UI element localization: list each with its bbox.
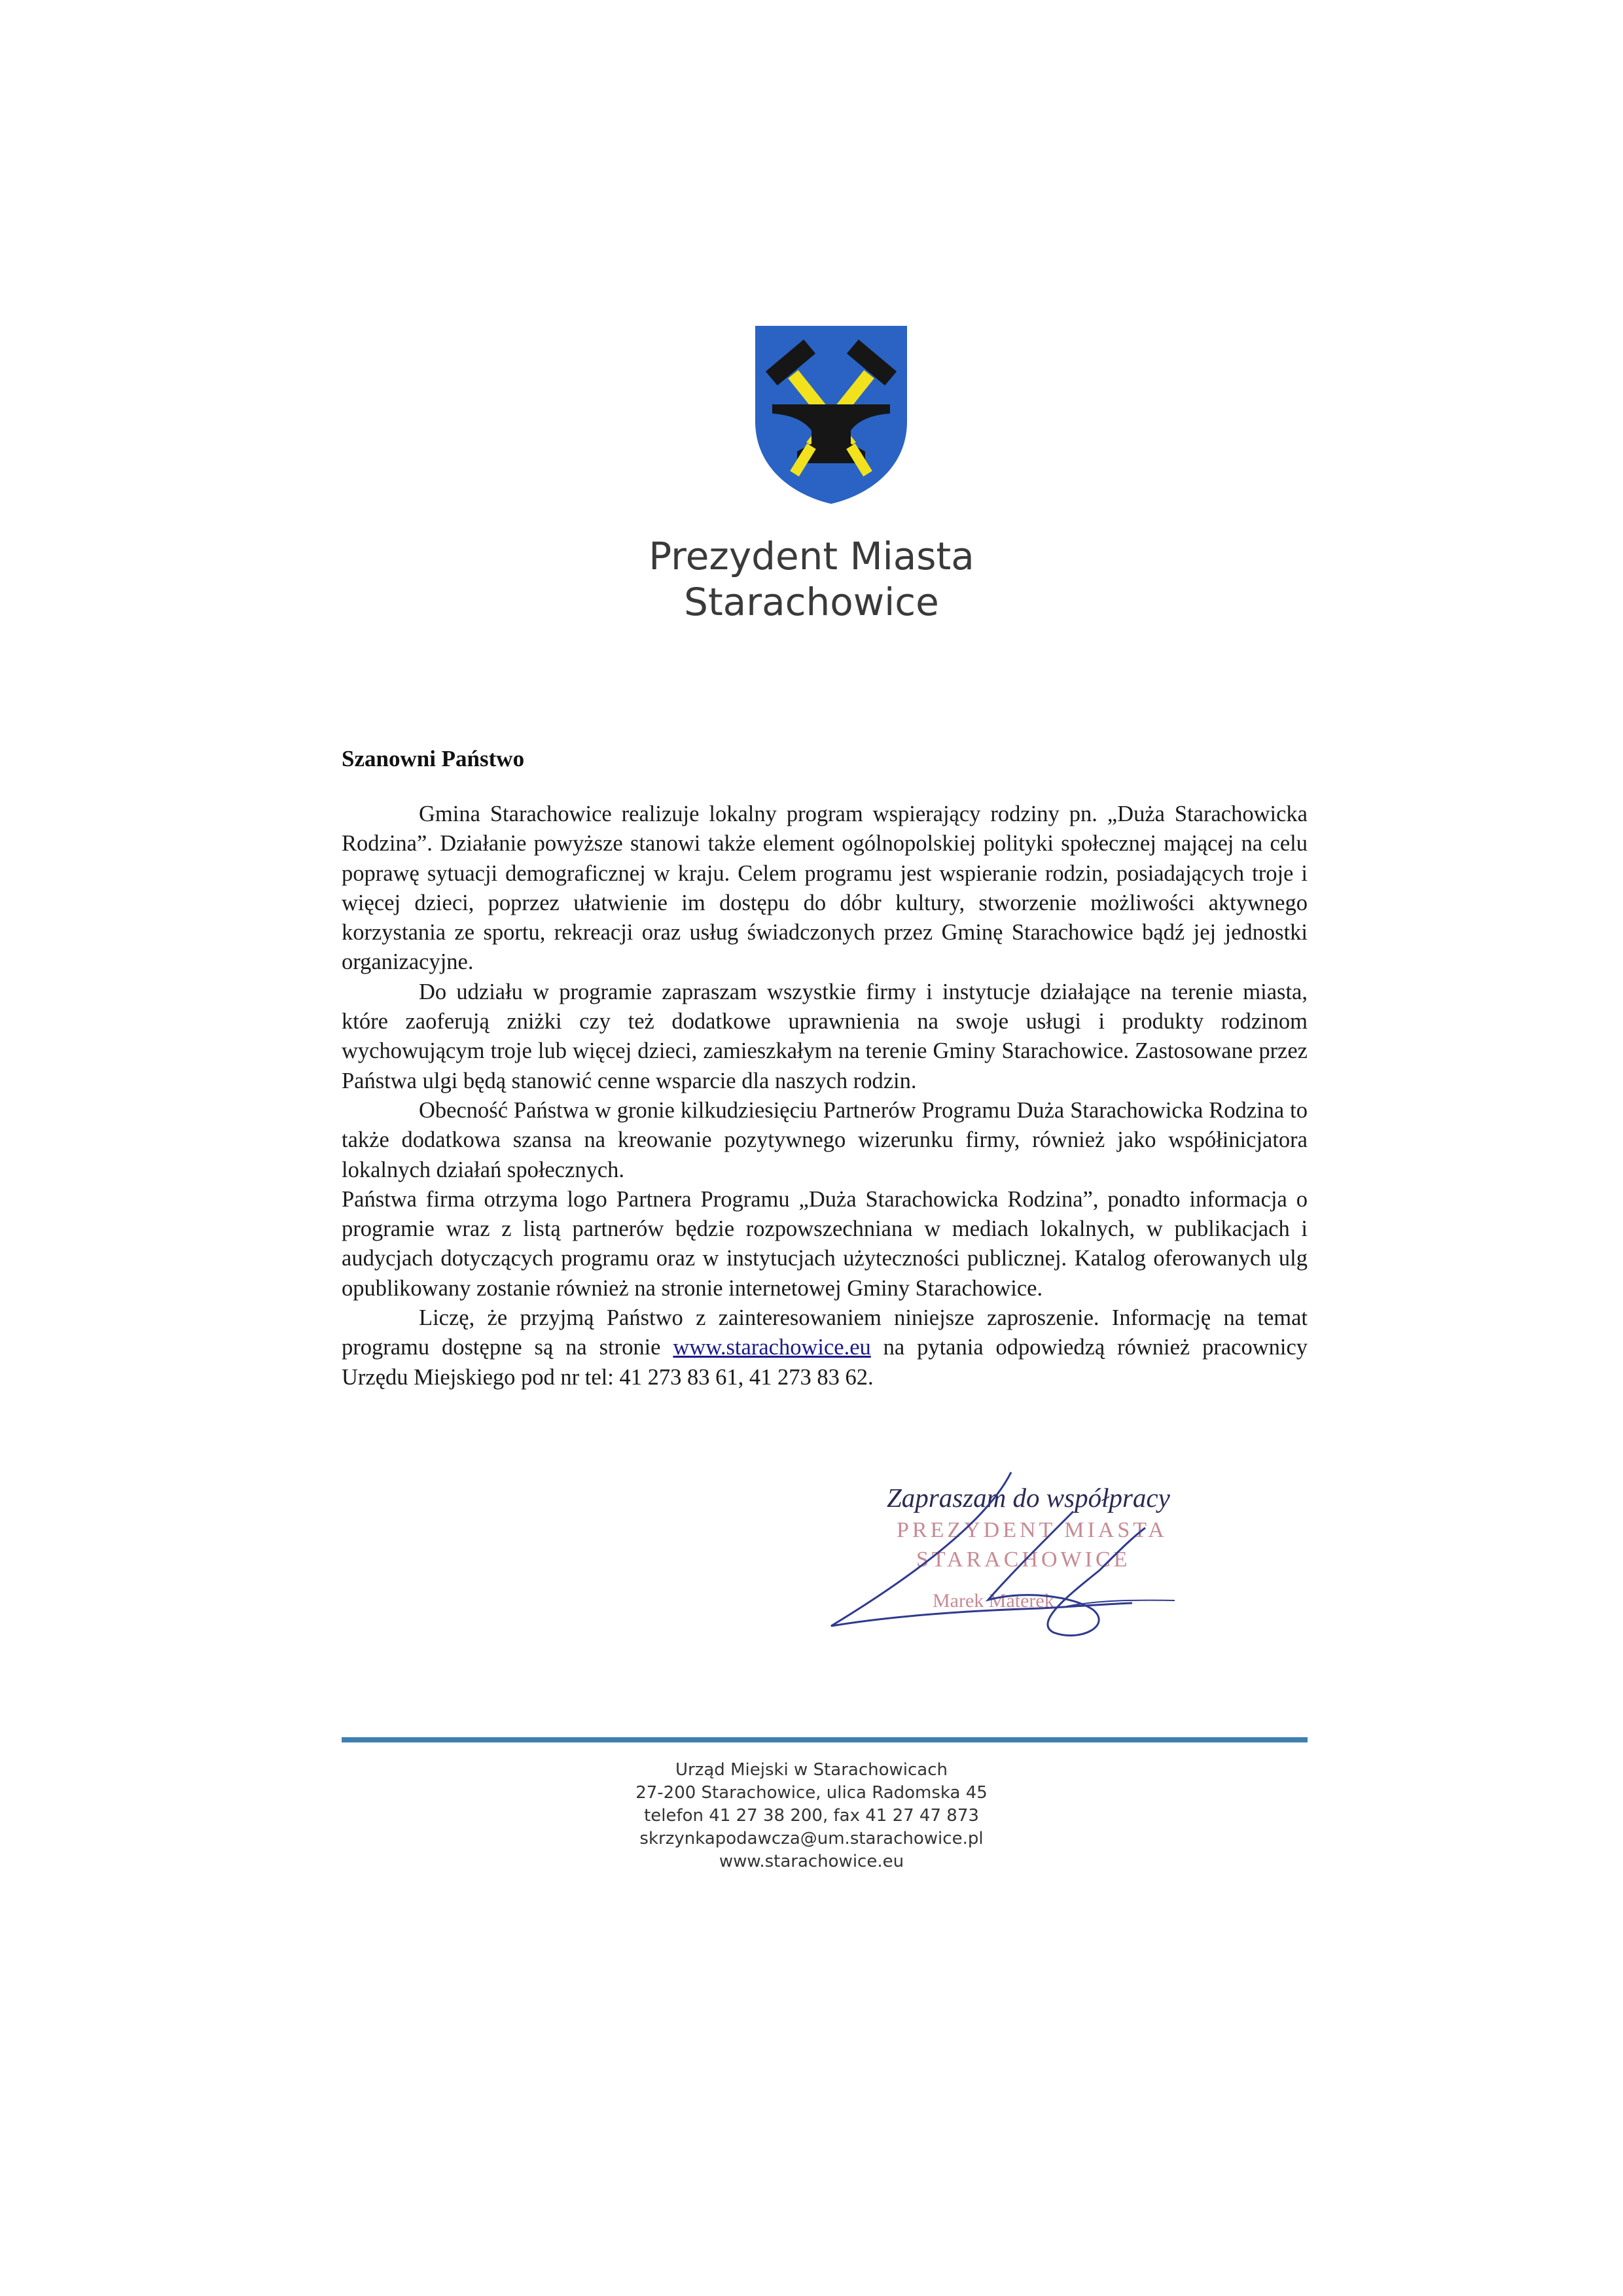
paragraph-1: Gmina Starachowice realizuje lokalny program wspierający rodziny pn. „Duża Starachowicka Rodzina”. Działanie powyższe stanowi także element ogólnopolskiej polityki społecznej mającej na celu poprawę sytuacji demograficznej w kraju. Celem programu jest wspieranie rodzin, posiadających troje i więcej dzieci, poprzez ułatwienie im dostępu do dóbr kultury, stworzenie możliwości aktywnego korzystania ze sportu, rekreacji oraz usług świadczonych przez Gminę Starachowice bądź jej jednostki organizacyjne. <box>342 802 1308 975</box>
paragraph-2: Do udziału w programie zapraszam wszystkie firmy i instytucje działające na terenie miasta, które zaoferują zniżki czy też dodatkowe uprawnienia na swoje usługi i produkty rodzinom wychowującym troje lub więcej dzieci, zamieszkałym na terenie Gminy Starachowice. Zastosowane przez Państwa ulgi będą stanowić cenne wsparcie dla naszych rodzin. <box>342 979 1308 1093</box>
signature-block <box>792 1466 1211 1662</box>
stamp-city: STARACHOWICE <box>916 1547 1131 1572</box>
salutation: Szanowni Państwo <box>342 746 525 771</box>
footer-email: skrzynkapodawcza@um.starachowice.pl <box>639 1829 984 1848</box>
letterhead-title-line2: Starachowice <box>684 580 939 624</box>
website-link[interactable]: www.starachowice.eu <box>673 1335 871 1360</box>
stamp-name: Marek Materek <box>933 1590 1054 1612</box>
paragraph-4: Państwa firma otrzyma logo Partnera Programu „Duża Starachowicka Rodzina”, ponadto informacja o programie wraz z listą partnerów będzie rozpowszechniana w mediach lokalnych, w publikacjach i audycjach dotyczących programu oraz w instytucjach użyteczności publicznej. Katalog oferowanych ulg opublikowany zostanie również na stronie internetowej Gminy Starachowice. <box>342 1186 1308 1301</box>
footer-office: Urząd Miejski w Starachowicach <box>675 1760 948 1780</box>
footer-address <box>0 1759 1623 1873</box>
paragraph-5 <box>342 1303 1308 1392</box>
letterhead-title <box>0 533 1623 625</box>
letter-body <box>342 800 1308 1392</box>
letterhead-title-line1: Prezydent Miasta <box>649 534 974 578</box>
footer-website: www.starachowice.eu <box>719 1852 904 1871</box>
footer-divider <box>342 1737 1308 1742</box>
handwritten-signature-icon <box>792 1466 1211 1662</box>
paragraph-5-text-start: Liczę, że przyjmą Państwo z zainteresowaniem niniejsze zaproszenie. Informację na temat programu dostępne są na stronie <box>342 1305 1308 1360</box>
footer-phone: telefon 41 27 38 200, fax 41 27 47 873 <box>644 1806 979 1826</box>
stamp-title: PREZYDENT MIASTA <box>897 1518 1168 1542</box>
paragraph-5-text-end: na pytania odpowiedzą również pracownicy Urzędu Miejskiego pod nr tel: 41 273 83 61, 41 273 83 62. <box>342 1335 1308 1390</box>
crest-hammers-anvil-icon <box>753 323 910 506</box>
paragraph-3: Obecność Państwa w gronie kilkudziesięciu Partnerów Programu Duża Starachowicka Rodzina to także dodatkowa szansa na kreowanie pozytywnego wizerunku firmy, również jako współinicjatora lokalnych działań społecznych. <box>342 1097 1308 1182</box>
footer-street: 27-200 Starachowice, ulica Radomska 45 <box>635 1783 988 1803</box>
closing-phrase: Zapraszam do współpracy <box>887 1483 1170 1513</box>
